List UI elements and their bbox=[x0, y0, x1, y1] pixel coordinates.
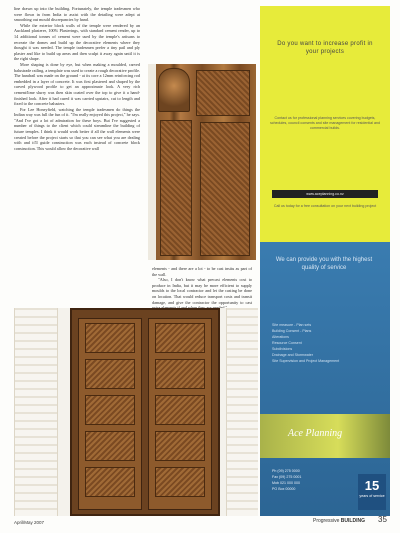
door-carved-cell bbox=[155, 467, 205, 497]
ad-contact-line: Ph (09) 275 0000 bbox=[272, 469, 300, 473]
ad-yellow-section bbox=[260, 6, 390, 242]
door-carved-cell bbox=[155, 395, 205, 425]
issue-date: April/May 2007 bbox=[14, 520, 45, 525]
magazine-prefix: Progressive bbox=[313, 518, 340, 524]
magazine-name bbox=[313, 518, 365, 524]
door-carved-cell bbox=[85, 323, 135, 353]
door-carved-cell bbox=[155, 431, 205, 461]
ad-service-item: Building Consent - Plans bbox=[272, 329, 312, 333]
ad-service-item: Site Supervision and Project Management bbox=[272, 359, 340, 363]
article-paragraph: "Also, I don't know what precast elements cost to produce in India, but it may be more efficient to supply moulds to the local contractor and let the casting be done on location. That would reduce transport costs and transit damage, and give the contractor the opportunity to cast bbox=[152, 277, 252, 305]
photo-wall-edge bbox=[148, 64, 156, 260]
door-carved-cell bbox=[85, 431, 135, 461]
door-leaf-left bbox=[78, 318, 142, 510]
ad-contact-line: Mob 021 000 000 bbox=[272, 481, 300, 485]
article-paragraph: More shaping is done by eye, but when making a moulded, carved balustrade railing, a template was used to create a rough decorative profile. The handrail was made on the ground - at its core a 12mm reinforcing rod embedded in a layer of concrete. It was first plastered and shaped by the carved plywood profile to get an approximate look. A very rich cement/lime slurry was then skin coated over the top to give it a hand-finished look. After it had cured it was carried upstairs, cut to length and fixed to the concrete balusters. bbox=[14, 61, 140, 107]
ad-service-item: Alterations bbox=[272, 335, 289, 339]
ad-badge-number: 15 bbox=[364, 478, 380, 493]
ad-contact bbox=[272, 468, 362, 492]
door-carved-cell bbox=[155, 323, 205, 353]
article-column-1 bbox=[14, 6, 140, 151]
ad-contact-line: PO Box 00000 bbox=[272, 487, 296, 491]
ad-contact-line: Fax (09) 275 0001 bbox=[272, 475, 302, 479]
ad-service-list bbox=[272, 322, 382, 364]
ad-service-item: Subdivisions bbox=[272, 347, 293, 351]
door-carved-cell bbox=[85, 359, 135, 389]
carved-panel bbox=[196, 70, 250, 116]
ad-logo: Ace Planning bbox=[288, 428, 343, 439]
carved-panel bbox=[160, 120, 192, 256]
white-pillar-left bbox=[14, 308, 58, 516]
ad-service-item: Resource Consent bbox=[272, 341, 302, 345]
ad-badge-text: years of service bbox=[359, 494, 385, 498]
ad-web-bar: www.aceplanning.co.nz bbox=[272, 190, 378, 198]
door-carved-cell bbox=[85, 395, 135, 425]
ad-footer-text: Call us today for a free consultation on your next building project bbox=[273, 204, 377, 208]
door-carved-cell bbox=[85, 467, 135, 497]
ad-years-badge bbox=[358, 474, 386, 510]
ad-service-item: Drainage and Stormwater bbox=[272, 353, 313, 357]
magazine-title: BUILDING bbox=[340, 518, 365, 524]
door-carved-cell bbox=[155, 359, 205, 389]
article-paragraph: elements - and there are a lot - to be cast insitu as part of the wall. bbox=[152, 266, 252, 277]
ad-service-item: Site measure - Plan sets bbox=[272, 323, 312, 327]
door-frame bbox=[70, 308, 220, 516]
carved-door-photo-top bbox=[148, 64, 256, 260]
white-pillar-right bbox=[226, 308, 258, 516]
ad-headline: Do you want to increase profit in your projects bbox=[277, 41, 373, 55]
ad-body-text: Contact us for professional planning services covering budgets, schedules, council consents and site management for residential and commercial builds. bbox=[270, 116, 380, 130]
carved-panel bbox=[200, 122, 250, 256]
article-paragraph: line drawn up into the building. Fortunately, the temple tradesmen who were flown in from India to assist with the detailing were adept at smoothing out mould discrepancies by hand. bbox=[14, 6, 140, 23]
article-paragraph: While the exterior block walls of the temple were rendered by an Auckland plasterer, 100% Plasterings, with standard cement render, up to 14 additional tonnes of cement were used by the temple's artisans to recreate the domes and build up the decorative elements where they thought it was needed. The temple tradesmen prefer a tiny pail and ply plaster and like to build up areas and then sculpt it away again until it is the right shape. bbox=[14, 22, 140, 62]
carved-door-photo-bottom bbox=[14, 308, 258, 516]
article-paragraph: For Lee Honeyfield, watching the temple tradesmen do things the Indian way was full the fun of it. "I'm really enjoyed this project," he says. "And I've got a lot of admiration for these boys. But I've suggested a number of things to the client which could streamline the building of future temples. I think it would work better if all the wall elements were created before the project starts so that you can see what you are dealing with and it'll guide construction was each instead of concrete block construction. This would allow the decorative wall bbox=[14, 106, 140, 151]
ad-headline-2: We can provide you with the highest quality of service bbox=[275, 257, 373, 271]
carved-arch-ornament bbox=[158, 68, 190, 112]
ad-blue-section bbox=[260, 242, 390, 516]
ad-logo-strip bbox=[260, 414, 390, 458]
door-leaf-right bbox=[148, 318, 212, 510]
advertisement bbox=[260, 6, 390, 516]
page-number: 35 bbox=[378, 515, 387, 524]
